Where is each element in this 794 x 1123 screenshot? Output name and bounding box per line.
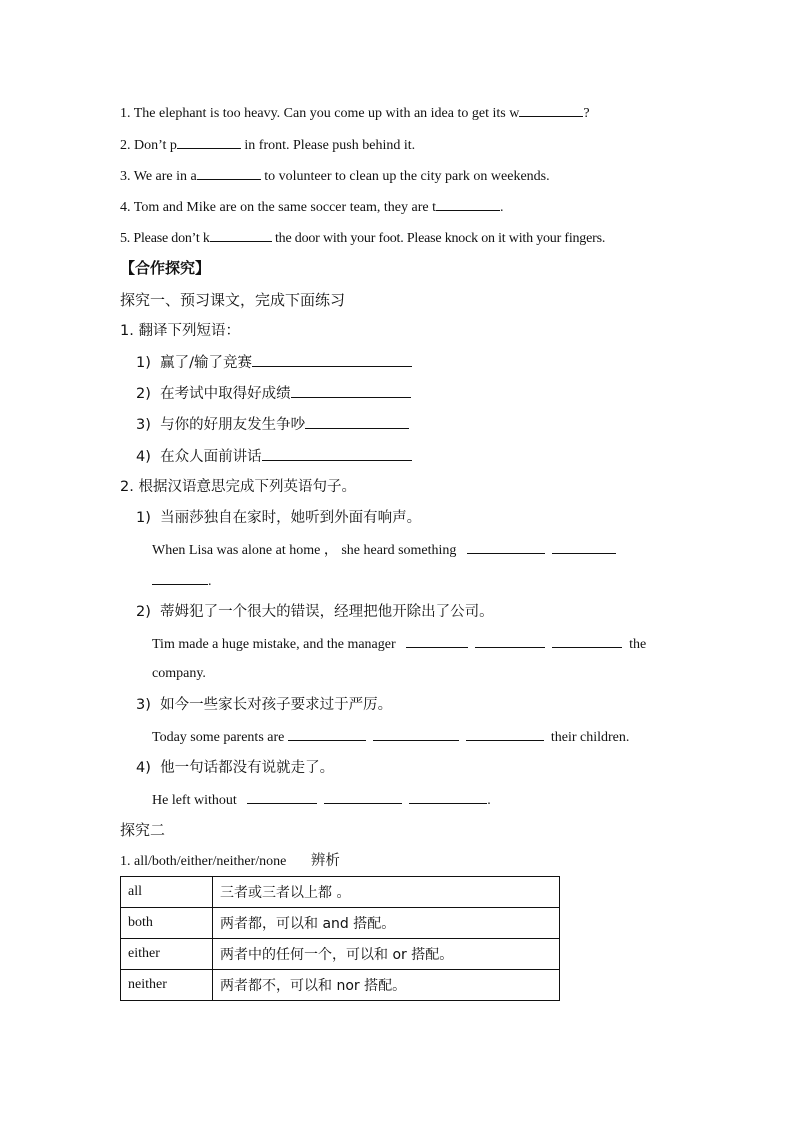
inquiry2-q1-title <box>120 851 340 872</box>
answer-blank[interactable] <box>177 134 241 149</box>
answer-blank[interactable] <box>210 227 272 242</box>
answer-blank[interactable] <box>467 539 545 554</box>
answer-blank[interactable] <box>475 633 545 648</box>
phrase-text: 在众人面前讲话 <box>160 449 262 465</box>
sentence-end: . <box>487 793 491 808</box>
answer-blank[interactable] <box>552 633 622 648</box>
sentence-end: to volunteer to clean up the city park on weekends. <box>260 169 550 184</box>
english-sentence: He left without <box>152 793 237 808</box>
answer-blank[interactable] <box>324 789 402 804</box>
inquiry2-title: 探究二 <box>120 821 166 839</box>
answer-blank[interactable] <box>152 570 208 585</box>
answer-blank[interactable] <box>552 539 616 554</box>
chinese-sentence: 他一句话都没有说就走了。 <box>160 760 335 776</box>
sentence-end: in front. Please push behind it. <box>240 138 416 153</box>
sentence-item-1-en <box>152 539 616 561</box>
english-sentence: When Lisa was alone at home ， she heard something <box>152 543 457 558</box>
answer-blank[interactable] <box>436 196 500 211</box>
description-cell: 两者中的任何一个，可以和 or 搭配。 <box>213 939 560 970</box>
answer-blank[interactable] <box>252 352 412 367</box>
sentence-item-2-cn <box>136 602 494 622</box>
chinese-sentence: 蒂姆犯了一个很大的错误，经理把他开除出了公司。 <box>160 604 494 620</box>
phrase-text: 赢了/输了竞赛 <box>160 355 252 371</box>
table-row <box>121 877 560 908</box>
answer-blank[interactable] <box>466 726 544 741</box>
sentence-end: the <box>629 637 647 652</box>
sentence-item-1-cn <box>136 508 421 528</box>
fill-blank-5 <box>120 227 605 249</box>
sentence-end: their children. <box>550 730 630 745</box>
sentence-text: 5. Please don’t k <box>120 231 210 246</box>
phrase-item-1 <box>136 352 412 373</box>
phrase-text: 与你的好朋友发生争吵 <box>160 417 306 433</box>
sentence-text: 2. Don’t p <box>120 138 177 153</box>
phrase-item-4 <box>136 446 412 467</box>
sentence-end: ? <box>583 106 590 121</box>
answer-blank[interactable] <box>305 414 409 429</box>
inquiry1-q2-title: 2. 根据汉语意思完成下列英语句子。 <box>120 479 356 495</box>
sentence-item-3-cn <box>136 695 392 715</box>
answer-blank[interactable] <box>247 789 317 804</box>
term-cell: either <box>121 939 213 970</box>
sentence-text: 4. Tom and Mike are on the same soccer team, they are t <box>120 200 436 215</box>
table-row <box>121 908 560 939</box>
sentence-text: 3. We are in a <box>120 169 197 184</box>
answer-blank[interactable] <box>409 789 487 804</box>
inquiry1-title: 探究一、预习课文，完成下面练习 <box>120 291 346 309</box>
answer-blank[interactable] <box>288 726 366 741</box>
description-cell: 两者都，可以和 and 搭配。 <box>213 908 560 939</box>
sentence-item-4-en <box>152 789 491 811</box>
description-cell: 三者或三者以上都 。 <box>213 877 560 908</box>
chinese-sentence: 当丽莎独自在家时，她听到外面有响声。 <box>160 510 422 526</box>
answer-blank[interactable] <box>291 383 411 398</box>
item-number: 4) <box>136 760 151 776</box>
item-number: 4) <box>136 449 151 465</box>
answer-blank[interactable] <box>373 726 459 741</box>
description-cell: 两者都不，可以和 nor 搭配。 <box>213 970 560 1001</box>
sentence-item-2-en <box>152 633 646 655</box>
fill-blank-1 <box>120 102 590 124</box>
item-number: 3) <box>136 697 151 713</box>
sentence-item-4-cn <box>136 758 334 778</box>
item-number: 1) <box>136 510 151 526</box>
answer-blank[interactable] <box>197 165 261 180</box>
table-row <box>121 970 560 1001</box>
sentence-item-1-en-cont <box>152 570 212 592</box>
fill-blank-2 <box>120 134 415 156</box>
word-list: 1. all/both/either/neither/none <box>120 854 287 869</box>
english-sentence: Today some parents are <box>152 730 285 745</box>
answer-blank[interactable] <box>406 633 468 648</box>
term-cell: both <box>121 908 213 939</box>
term-cell: all <box>121 877 213 908</box>
chinese-sentence: 如今一些家长对孩子要求过于严厉。 <box>160 697 393 713</box>
item-number: 3) <box>136 417 151 433</box>
phrase-item-3 <box>136 414 409 435</box>
term-cell: neither <box>121 970 213 1001</box>
inquiry1-q1-title: 1. 翻译下列短语： <box>120 323 240 339</box>
sentence-end: the door with your foot. Please knock on it with your fingers. <box>271 231 606 246</box>
phrase-item-2 <box>136 383 411 404</box>
analysis-label: 辨析 <box>310 853 340 869</box>
section-heading: 【合作探究】 <box>120 259 211 277</box>
answer-blank[interactable] <box>519 102 583 117</box>
sentence-end: . <box>499 200 504 215</box>
fill-blank-4 <box>120 196 503 218</box>
word-comparison-table <box>120 876 560 1001</box>
item-number: 2) <box>136 386 151 402</box>
table-row <box>121 939 560 970</box>
phrase-text: 在考试中取得好成绩 <box>160 386 291 402</box>
item-number: 1) <box>136 355 151 371</box>
sentence-item-3-en <box>152 726 629 748</box>
sentence-end: . <box>208 574 212 589</box>
sentence-text: 1. The elephant is too heavy. Can you come up with an idea to get its w <box>120 106 520 121</box>
english-sentence: Tim made a huge mistake, and the manager <box>152 637 396 652</box>
fill-blank-3 <box>120 165 550 187</box>
answer-blank[interactable] <box>262 446 412 461</box>
item-number: 2) <box>136 604 151 620</box>
sentence-item-2-en-cont: company. <box>152 666 206 681</box>
